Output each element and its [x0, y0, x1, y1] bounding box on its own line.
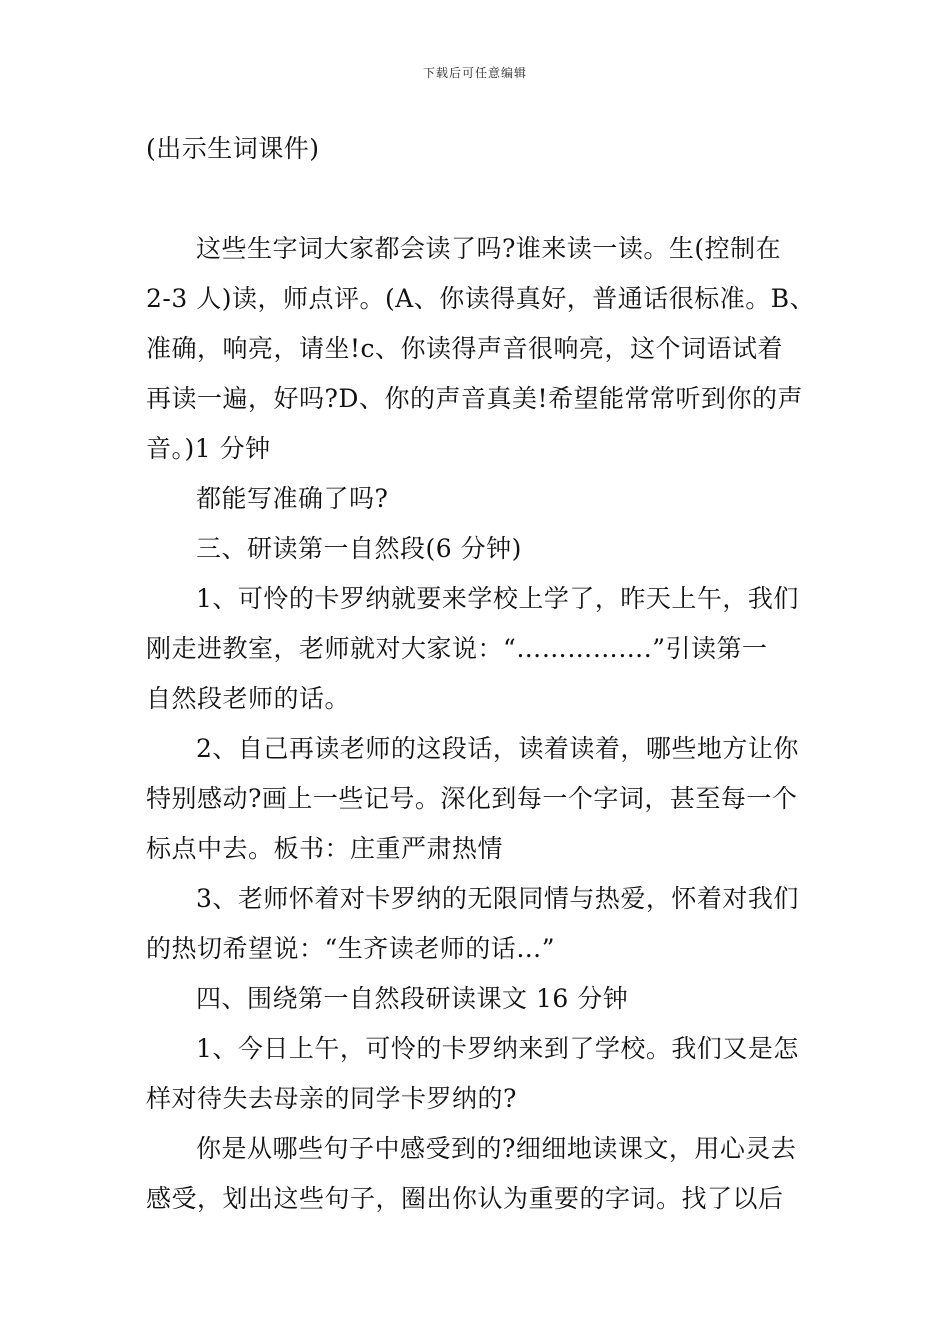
text-line: 准确，响亮，请坐!c、你读得声音很响亮，这个词语试着 — [146, 334, 784, 363]
text-line: 2、自己再读老师的这段话，读着读着，哪些地方让你 — [196, 734, 799, 763]
page-header-note: 下载后可任意编辑 — [422, 66, 527, 80]
section-heading: 三、研读第一自然段(6 分钟) — [196, 534, 522, 563]
text-line: (出示生词课件) — [146, 134, 320, 163]
text-line: 音。)1 分钟 — [146, 434, 271, 463]
text-line: 标点中去。板书：庄重严肃热情 — [146, 834, 504, 863]
text-line: 样对待失去母亲的同学卡罗纳的? — [146, 1084, 517, 1113]
text-line: 3、老师怀着对卡罗纳的无限同情与热爱，怀着对我们 — [196, 884, 799, 913]
text-line: 都能写准确了吗? — [196, 484, 389, 513]
section-heading: 四、围绕第一自然段研读课文 16 分钟 — [196, 984, 629, 1013]
text-line: 你是从哪些句子中感受到的?细细地读课文，用心灵去 — [196, 1134, 797, 1163]
text-line: 感受，划出这些句子，圈出你认为重要的字词。找了以后 — [146, 1184, 784, 1213]
text-line: 1、可怜的卡罗纳就要来学校上学了，昨天上午，我们 — [196, 584, 799, 613]
text-line: 再读一遍，好吗?D、你的声音真美!希望能常常听到你的声 — [146, 384, 803, 413]
text-line: 1、今日上午，可怜的卡罗纳来到了学校。我们又是怎 — [196, 1034, 799, 1063]
text-line: 的热切希望说：“生齐读老师的话…” — [146, 934, 556, 963]
text-line: 自然段老师的话。 — [146, 684, 351, 713]
text-line: 这些生字词大家都会读了吗?谁来读一读。生(控制在 — [196, 234, 782, 263]
text-line: 特别感动?画上一些记号。深化到每一个字词，甚至每一个 — [146, 784, 798, 813]
text-line: 2-3 人)读，师点评。(A、你读得真好，普通话很标准。B、 — [146, 284, 816, 313]
text-line: 刚走进教室，老师就对大家说：“…………….”引读第一 — [146, 634, 768, 663]
